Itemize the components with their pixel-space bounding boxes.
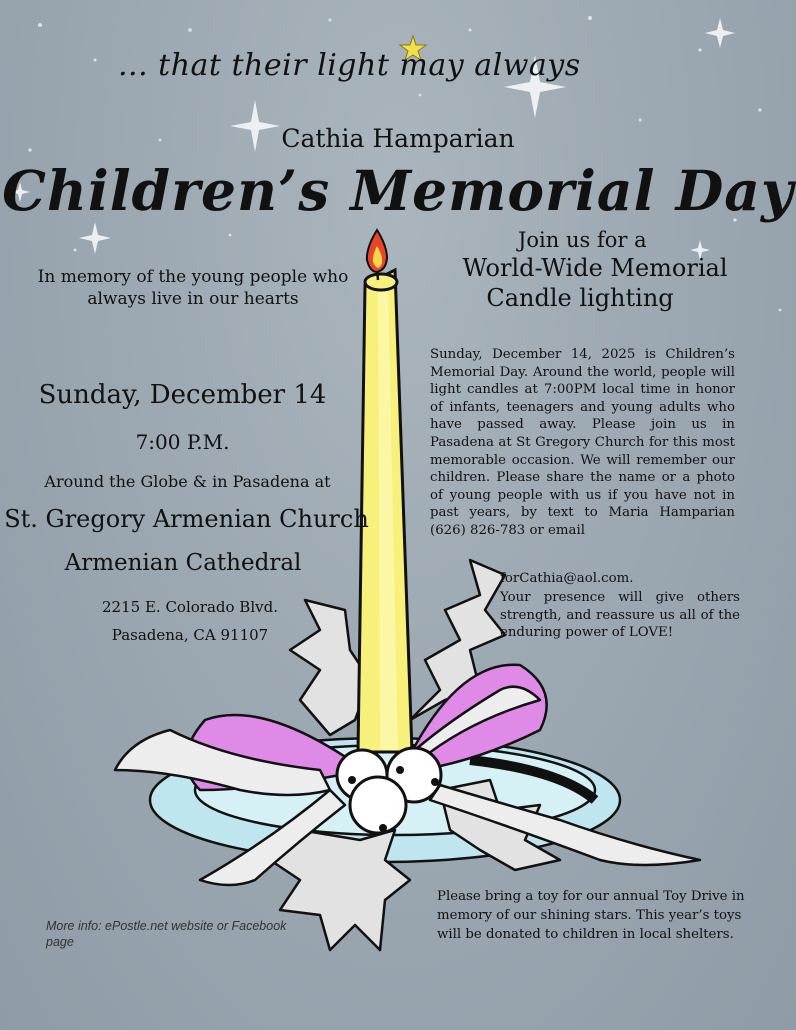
address-line-1: 2215 E. Colorado Blvd. bbox=[102, 598, 278, 616]
more-info-text: More info: ePostle.net website or Facebook page bbox=[46, 919, 287, 949]
presence-paragraph: Your presence will give others strength, and reassure us all of the enduring power of LOVE! bbox=[500, 590, 740, 641]
cathedral-name: Armenian Cathedral bbox=[64, 550, 302, 576]
join-line-1: Join us for a bbox=[518, 228, 647, 252]
address-line-2: Pasadena, CA 91107 bbox=[111, 626, 269, 644]
church-name: St. Gregory Armenian Church bbox=[4, 505, 369, 533]
join-line-2: World-Wide Memorial bbox=[462, 254, 728, 282]
memory-line-2: always live in our hearts bbox=[87, 289, 299, 309]
author-name: Cathia Hamparian bbox=[281, 124, 515, 153]
event-time: 7:00 P.M. bbox=[135, 430, 230, 454]
join-line-3: Candle lighting bbox=[486, 284, 674, 312]
flame-icon bbox=[367, 230, 387, 272]
memory-line-1: In memory of the young people who bbox=[37, 267, 349, 287]
page-title: Children’s Memorial Day bbox=[2, 158, 794, 223]
event-location-intro: Around the Globe & in Pasadena at bbox=[44, 472, 331, 491]
description-paragraph: Sunday, December 14, 2025 is Children’s Memorial Day. Around the world, people will light candles at 7:00PM local time in honor of infants, teenagers and young adults who have passed away. Please join us in Pasadena at St Gregory Church for this most memorable occasion. We will remember our children. Please share the name or a photo of young people with us if you have not in past years, by text to Maria Hamparian (626) 826-783 or email bbox=[430, 347, 735, 538]
toy-drive-text: Please bring a toy for our annual Toy Drive in memory of our shining stars. This year’s toys will be donated to children in local shelters. bbox=[437, 889, 745, 942]
memory-text bbox=[28, 266, 358, 310]
email-link[interactable]: forCathia@aol.com. bbox=[500, 571, 634, 586]
event-date: Sunday, December 14 bbox=[38, 380, 327, 410]
tagline: ... that their light may always bbox=[118, 48, 581, 83]
